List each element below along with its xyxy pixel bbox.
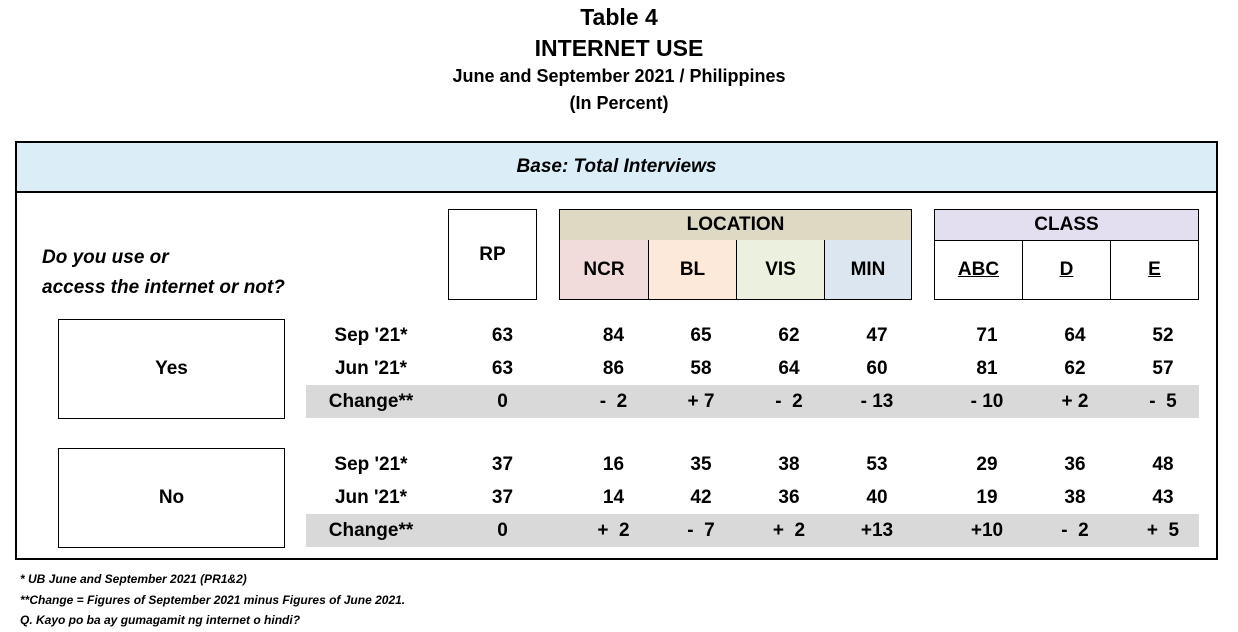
min-value: - 13 <box>860 391 894 412</box>
min-value: +13 <box>860 520 894 541</box>
rp-value: 0 <box>497 391 508 412</box>
rp-value: 0 <box>497 520 508 541</box>
table-row <box>0 448 1238 481</box>
table-subtitle: June and September 2021 / Philippines <box>452 66 786 86</box>
row-label: Sep '21* <box>334 454 408 475</box>
ncr-value: 86 <box>602 358 625 379</box>
e-value: - 5 <box>1149 391 1177 412</box>
table-number: Table 4 <box>580 4 658 30</box>
base-bar <box>15 141 1218 193</box>
min-value: 40 <box>866 487 888 508</box>
abc-header: ABC <box>935 240 1023 299</box>
ncr-value: - 2 <box>599 391 628 412</box>
table-row <box>0 352 1238 385</box>
footnote-source: * UB June and September 2021 (PR1&2) <box>20 572 247 586</box>
row-label: Jun '21* <box>334 358 408 379</box>
question <box>42 243 285 303</box>
ncr-value: 84 <box>602 325 625 346</box>
vis-value: 64 <box>778 358 800 379</box>
e-value: 52 <box>1152 325 1174 346</box>
abc-value: +10 <box>970 520 1004 541</box>
bl-value: 35 <box>690 454 712 475</box>
rp-header <box>448 209 537 300</box>
class-header: CLASS <box>935 210 1198 241</box>
bl-value: 42 <box>690 487 712 508</box>
bl-header: BL <box>649 240 737 299</box>
vis-value: 36 <box>778 487 800 508</box>
question-line-1: Do you use or <box>42 247 169 268</box>
table-row <box>0 385 1238 418</box>
row-label: Jun '21* <box>334 487 408 508</box>
e-value: 43 <box>1152 487 1174 508</box>
abc-value: - 10 <box>970 391 1004 412</box>
table-row <box>0 319 1238 352</box>
location-header: LOCATION <box>560 210 911 241</box>
e-value: + 5 <box>1146 520 1180 541</box>
vis-value: 38 <box>778 454 800 475</box>
bl-value: 58 <box>690 358 712 379</box>
e-value: 57 <box>1152 358 1174 379</box>
min-header: MIN <box>825 240 911 299</box>
response-yes-label: Yes <box>155 358 188 379</box>
abc-value: 19 <box>976 487 998 508</box>
ncr-header: NCR <box>560 240 649 299</box>
table-row <box>0 514 1238 547</box>
ncr-value: 14 <box>602 487 625 508</box>
vis-value: - 2 <box>775 391 803 412</box>
min-value: 47 <box>866 325 888 346</box>
row-label: Change** <box>328 391 414 412</box>
row-label: Sep '21* <box>334 325 408 346</box>
d-value: 38 <box>1064 487 1086 508</box>
d-value: - 2 <box>1061 520 1089 541</box>
e-value: 48 <box>1152 454 1174 475</box>
question-line-2: access the internet or not? <box>42 277 285 298</box>
vis-value: 62 <box>778 325 800 346</box>
rp-value: 63 <box>491 358 514 379</box>
d-header: D <box>1023 240 1111 299</box>
footnote-question: Q. Kayo po ba ay gumagamit ng internet o hindi? <box>20 613 301 627</box>
rp-value: 37 <box>491 487 514 508</box>
abc-value: 81 <box>976 358 998 379</box>
base-label: Base: Total Interviews <box>516 156 717 177</box>
e-header: E <box>1148 258 1161 280</box>
min-value: 60 <box>866 358 888 379</box>
abc-value: 29 <box>976 454 998 475</box>
response-no-label: No <box>158 487 185 508</box>
table-row <box>0 481 1238 514</box>
table-title: INTERNET USE <box>534 35 704 61</box>
bl-value: + 7 <box>687 391 715 412</box>
min-value: 53 <box>866 454 888 475</box>
ncr-value: 16 <box>602 454 625 475</box>
d-value: 36 <box>1064 454 1086 475</box>
d-value: + 2 <box>1061 391 1089 412</box>
class-header-group <box>934 209 1199 300</box>
bl-value: 65 <box>690 325 712 346</box>
footnote-change: **Change = Figures of September 2021 minus Figures of June 2021. <box>20 593 406 607</box>
d-value: 64 <box>1064 325 1086 346</box>
rp-header-label: RP <box>479 243 506 265</box>
vis-value: + 2 <box>772 520 806 541</box>
ncr-value: + 2 <box>597 520 630 541</box>
vis-header: VIS <box>737 240 825 299</box>
rp-value: 63 <box>491 325 514 346</box>
table-unit: (In Percent) <box>569 93 669 113</box>
abc-value: 71 <box>976 325 998 346</box>
row-label: Change** <box>328 520 414 541</box>
bl-value: - 7 <box>687 520 715 541</box>
d-value: 62 <box>1064 358 1086 379</box>
location-header-group <box>559 209 912 300</box>
rp-value: 37 <box>491 454 514 475</box>
